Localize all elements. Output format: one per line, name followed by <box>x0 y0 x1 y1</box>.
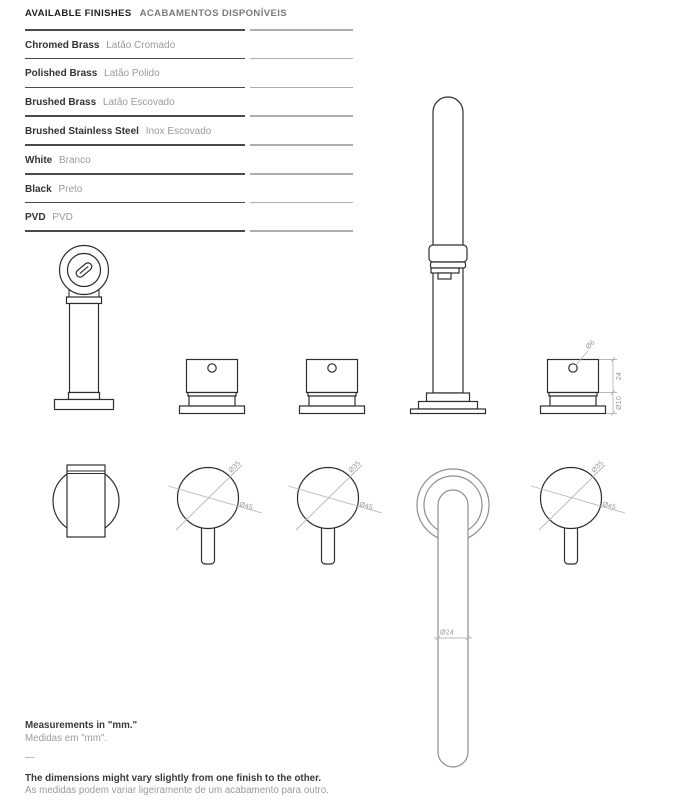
dimensions-note-pt: As medidas podem variar ligeiramente de um acabamento para outro. <box>25 785 329 796</box>
finish-name-pt: Preto <box>58 183 83 195</box>
finishes-header <box>25 6 353 29</box>
dim-label-inner-diameter: Ø35 <box>347 459 363 475</box>
dimensions-note-en: The dimensions might vary slightly from one finish to the other. <box>25 772 322 784</box>
dim-label-inner-diameter: Ø35 <box>590 459 606 475</box>
finish-name-en: Polished Brass <box>25 68 98 80</box>
finish-row-black <box>25 175 353 202</box>
finish-name-en: Brushed Stainless Steel <box>25 125 139 137</box>
dim-label-outer-diameter: Ø45 <box>358 501 374 512</box>
finish-row-polished-brass <box>25 59 353 86</box>
finish-row-white <box>25 146 353 173</box>
finish-name-en: Chromed Brass <box>25 39 100 51</box>
spray-handle-top-view-drawing <box>46 460 126 540</box>
dim-label-hole-diameter: Ø6 <box>584 339 597 351</box>
footer-notes <box>25 720 329 798</box>
finish-name-en: Brushed Brass <box>25 97 97 109</box>
divider-line <box>25 230 353 232</box>
handle-front-view-1-drawing <box>172 358 252 420</box>
spray-handle-front-view-drawing <box>45 240 125 420</box>
handle-top-view-3-drawing <box>526 455 636 560</box>
finish-row-brushed-brass <box>25 88 353 115</box>
finish-name-en: White <box>25 154 53 166</box>
dim-label-outer-diameter: Ø45 <box>238 501 254 512</box>
finish-name-en: PVD <box>25 212 46 224</box>
measurements-note-pt: Medidas em "mm". <box>25 732 108 744</box>
dim-label-outer-diameter: Ø45 <box>601 501 617 512</box>
measurements-note-en: Measurements in "mm." <box>25 720 138 731</box>
finish-row-pvd <box>25 203 353 230</box>
finish-name-pt: Latão Escovado <box>102 97 175 109</box>
spout-outlet <box>438 273 451 279</box>
finish-name-pt: PVD <box>52 212 73 224</box>
dim-label-body-height: 24 <box>616 371 623 381</box>
notes-divider: — <box>25 752 35 763</box>
finish-name-pt: Latão Cromado <box>106 39 176 51</box>
handle-top-view-2-drawing <box>283 455 393 560</box>
finish-name-pt: Inox Escovado <box>145 125 212 137</box>
finish-name-en: Black <box>25 183 52 195</box>
handle-front-view-2-drawing <box>292 358 372 420</box>
finishes-title-pt: ACABAMENTOS DISPONÍVEIS <box>139 8 287 19</box>
finish-row-chromed-brass <box>25 31 353 58</box>
spout-top-view-drawing <box>403 456 503 776</box>
finishes-panel <box>25 6 353 232</box>
finish-name-pt: Branco <box>59 154 91 166</box>
dim-label-tube-diameter: Ø24 <box>440 629 454 637</box>
spout-outlet-lip <box>431 268 459 273</box>
finishes-title-en: AVAILABLE FINISHES <box>25 8 132 19</box>
spout-front-view-drawing <box>403 90 493 415</box>
finish-row-brushed-stainless-steel <box>25 117 353 144</box>
dim-label-inner-diameter: Ø35 <box>227 459 243 475</box>
finish-name-pt: Latão Polido <box>104 68 160 80</box>
handle-top-view-1-drawing <box>163 455 273 560</box>
handle-front-view-dimensioned-drawing <box>528 332 638 422</box>
dim-label-base-height: Ø10 <box>616 396 623 410</box>
